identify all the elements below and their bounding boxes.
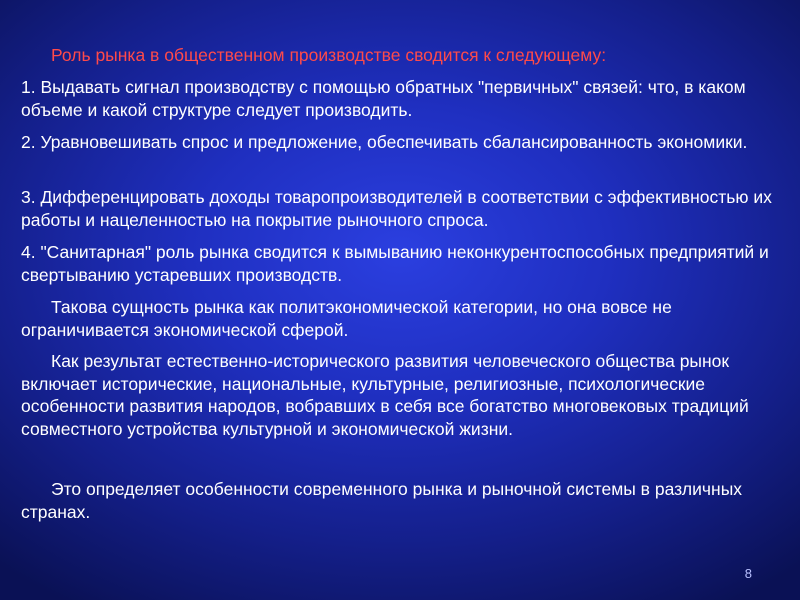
list-item-4: 4. "Санитарная" роль рынка сводится к вымыванию неконкурентоспособных предприятий и свертыванию устаревших производств. — [21, 242, 769, 285]
page-number: 8 — [744, 566, 752, 581]
paragraph-essence: Такова сущность рынка как политэкономической категории, но она вовсе не ограничивается экономической сферой. — [21, 297, 672, 340]
list-item-2: 2. Уравновешивать спрос и предложение, обеспечивать сбалансированность экономики. — [21, 132, 748, 152]
paragraph-conclusion: Это определяет особенности современного рынка и рыночной системы в различных странах. — [21, 479, 743, 522]
slide-title: Роль рынка в общественном производстве сводится к следующему: — [51, 45, 607, 65]
list-item-1: 1. Выдавать сигнал производству с помощью обратных "первичных" связей: что, в каком объеме и какой структуре следует производить. — [21, 77, 746, 120]
list-item-3: 3. Дифференцировать доходы товаропроизводителей в соответствии с эффективностью их работы и нацеленностью на покрытие рыночного спроса. — [21, 187, 772, 230]
paragraph-historical: Как результат естественно-исторического развития человеческого общества рынок включает исторические, национальные, культурные, религиозные, психологические особенности развития народов, вобравших в себя все богатство многовековых традиций совместного устройства культурной и экономической жизни. — [21, 351, 749, 439]
